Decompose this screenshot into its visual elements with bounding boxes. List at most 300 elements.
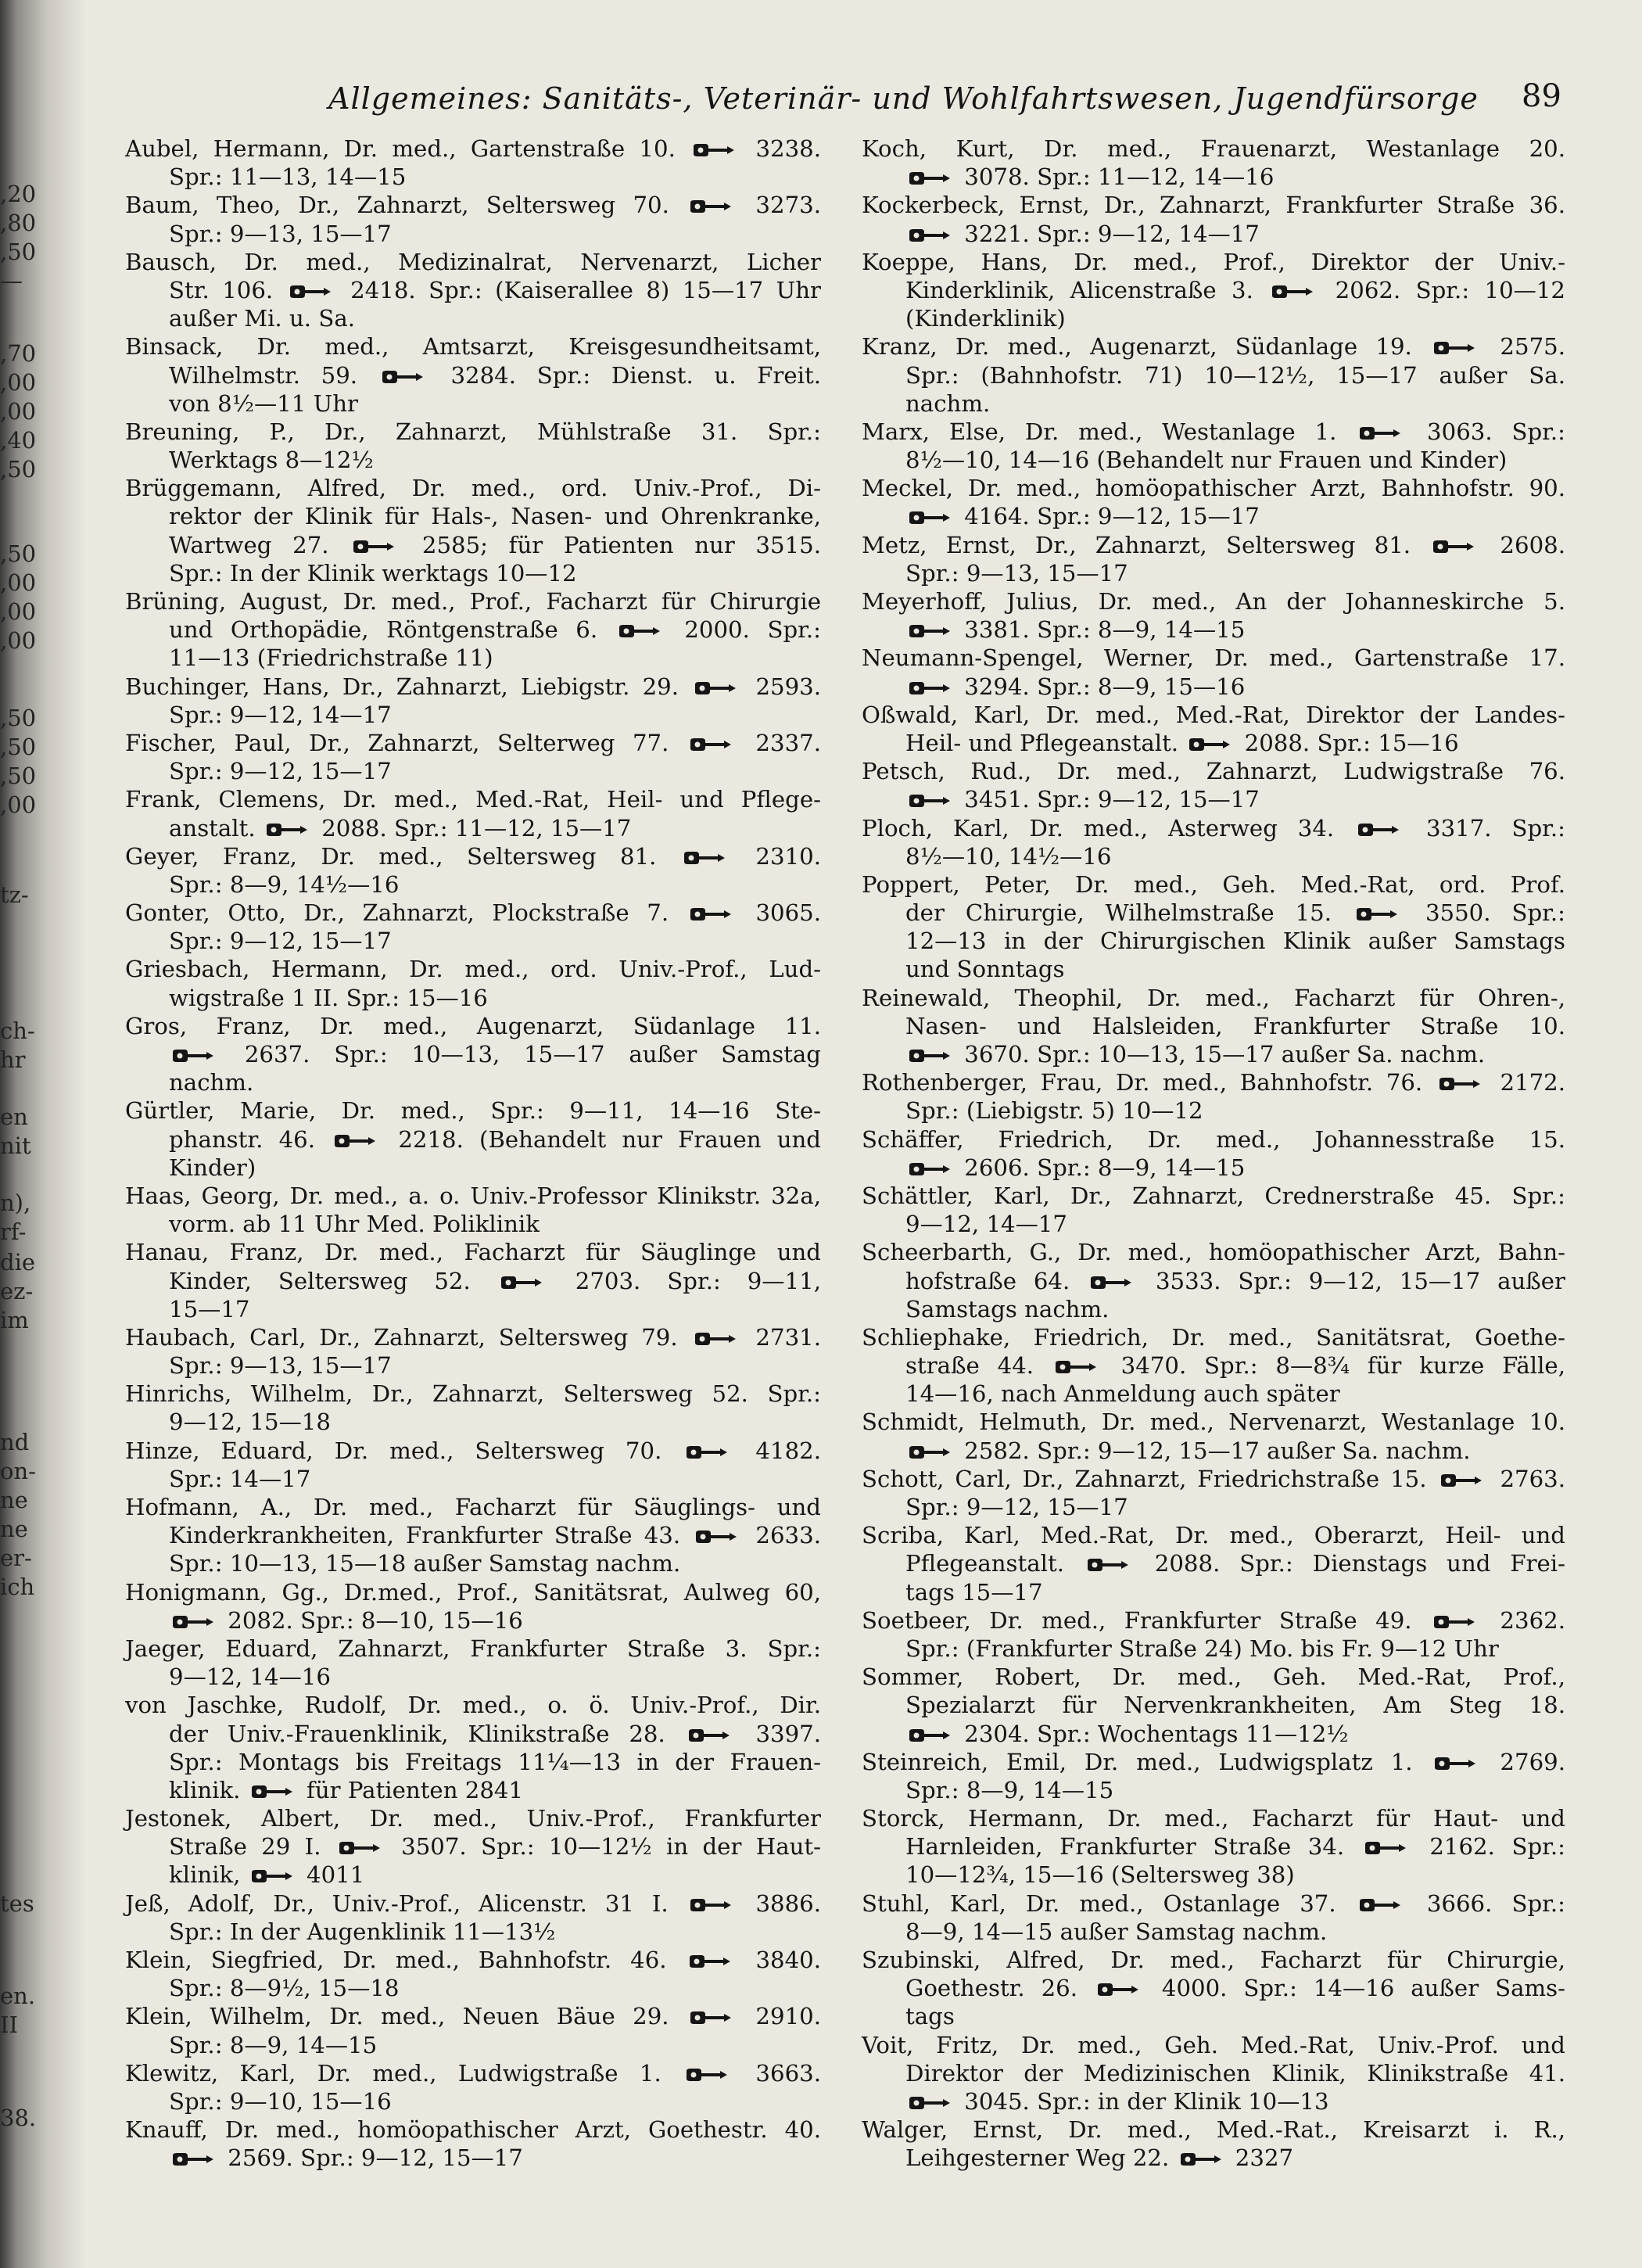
telephone-icon — [1095, 1982, 1141, 1997]
margin-fragment: nit — [0, 1132, 31, 1159]
margin-fragment-group — [0, 2104, 88, 2133]
entry-line: Knauff, Dr. med., homöopathischer Arzt, Goethestr. 40. — [125, 2116, 821, 2144]
entry-line: Spr.: 9—13, 15—17 — [905, 559, 1128, 587]
telephone-icon — [1356, 822, 1401, 838]
entry-line: Gros, Franz, Dr. med., Augenarzt, Südanlage 11. — [125, 1012, 821, 1039]
telephone-icon — [1354, 906, 1400, 922]
margin-fragment-group — [0, 1248, 88, 1335]
entry-line: Fischer, Paul, Dr., Zahnarzt, Selterweg 77. 2337. — [125, 729, 821, 756]
entry-line: Soetbeer, Dr. med., Frankfurter Straße 49. 2362. — [862, 1606, 1565, 1634]
directory-entry — [125, 1889, 821, 1946]
entry-line: Schmidt, Helmuth, Dr. med., Nervenarzt, Westanlage 10. — [862, 1409, 1565, 1436]
directory-entry — [125, 785, 821, 842]
entry-line: Nasen- und Halsleiden, Frankfurter Straße 10. — [905, 1012, 1565, 1039]
entry-line: Spr.: 11—13, 14—15 — [169, 163, 407, 191]
telephone-icon — [907, 623, 952, 639]
entry-line: Haubach, Carl, Dr., Zahnarzt, Seltersweg 79. 2731. — [125, 1323, 821, 1351]
directory-entry — [125, 587, 821, 673]
telephone-icon — [682, 850, 727, 866]
margin-fragment-group — [0, 1103, 88, 1161]
entry-line: Geyer, Franz, Dr. med., Seltersweg 81. 2310. — [125, 842, 821, 870]
directory-entry — [862, 814, 1565, 870]
directory-entry — [125, 418, 821, 474]
entry-line: Meckel, Dr. med., homöopathischer Arzt, Bahnhofstr. 90. — [862, 475, 1565, 502]
margin-fragment: 38. — [0, 2105, 37, 2131]
margin-fragment-group — [0, 881, 88, 910]
directory-entry — [125, 1946, 821, 2002]
left-column-directory — [125, 135, 821, 2173]
telephone-icon — [1439, 1473, 1484, 1488]
directory-entry — [862, 2115, 1565, 2172]
telephone-icon — [288, 284, 333, 300]
entry-line: Poppert, Peter, Dr. med., Geh. Med.-Rat, ord. Prof. — [862, 870, 1565, 898]
entry-line: Spr.: 10—13, 15—18 außer Samstag nachm. — [169, 1550, 681, 1577]
entry-line: Heil- und Pflegeanstalt. 2088. Spr.: 15—16 — [905, 729, 1459, 756]
directory-entry — [862, 531, 1565, 587]
telephone-icon — [170, 1614, 216, 1630]
entry-line: Kinder, Seltersweg 52. 2703. Spr.: 9—11, — [169, 1267, 821, 1294]
directory-entry — [862, 1521, 1565, 1606]
entry-line: 3221. Spr.: 9—12, 14—17 — [862, 220, 1565, 248]
directory-entry — [862, 587, 1565, 644]
entry-line: 9—12, 15—18 — [169, 1409, 331, 1436]
entry-line: 11—13 (Friedrichstraße 11) — [169, 644, 493, 672]
entry-line: Hanau, Franz, Dr. med., Facharzt für Säuglinge und — [125, 1239, 821, 1266]
telephone-icon — [1088, 1275, 1134, 1290]
entry-line: 4164. Spr.: 9—12, 15—17 — [862, 502, 1565, 530]
entry-line: Sommer, Robert, Dr. med., Geh. Med.-Rat, Prof., — [862, 1663, 1565, 1691]
entry-line: Wilhelmstr. 59. 3284. Spr.: Dienst. u. Freit. — [169, 361, 821, 389]
entry-line: Spr.: 9—13, 15—17 — [169, 1352, 392, 1380]
directory-entry — [125, 332, 821, 418]
directory-entry — [862, 332, 1565, 418]
telephone-icon — [693, 680, 738, 696]
entry-line: Griesbach, Hermann, Dr. med., ord. Univ.-Prof., Lud- — [125, 956, 821, 983]
telephone-icon — [1432, 1756, 1478, 1771]
entry-line: Spr.: 9—13, 15—17 — [169, 220, 392, 247]
entry-line: 2637. Spr.: 10—13, 15—17 außer Samstag — [125, 1040, 821, 1068]
entry-line: nachm. — [905, 389, 991, 417]
entry-line: Schäffer, Friedrich, Dr. med., Johannesstraße 15. — [862, 1125, 1565, 1153]
directory-entry — [125, 2002, 821, 2058]
entry-line: Pflegeanstalt. 2088. Spr.: Dienstags und Frei- — [905, 1550, 1566, 1577]
directory-entry — [125, 248, 821, 333]
directory-entry — [862, 1889, 1565, 1946]
entry-line: Werktags 8—12½ — [169, 447, 374, 474]
telephone-icon — [249, 1784, 295, 1800]
entry-line: Steinreich, Emil, Dr. med., Ludwigsplatz 1. 2769. — [862, 1748, 1565, 1775]
directory-entry — [125, 2059, 821, 2115]
entry-line: Marx, Else, Dr. med., Westanlage 1. 3063. Spr.: — [862, 418, 1565, 445]
entry-line: Haas, Georg, Dr. med., a. o. Univ.-Professor Klinikstr. 32a, — [125, 1182, 821, 1209]
entry-line: Harnleiden, Frankfurter Straße 34. 2162. Spr.: — [905, 1833, 1565, 1861]
telephone-icon — [1432, 1614, 1477, 1630]
directory-entry — [862, 1125, 1565, 1182]
telephone-icon — [1432, 340, 1477, 356]
entry-line: Kinder) — [169, 1154, 256, 1181]
entry-line: von 8½—11 Uhr — [169, 389, 358, 417]
directory-entry — [125, 1804, 821, 1889]
entry-line: Scheerbarth, G., Dr. med., homöopathischer Arzt, Bahn- — [862, 1239, 1565, 1266]
entry-line: Jeß, Adolf, Dr., Univ.-Prof., Alicenstr. 31 I. 3886. — [125, 1889, 822, 1917]
entry-line: Kinderkrankheiten, Frankfurter Straße 43. 2633. — [169, 1522, 821, 1549]
entry-line: Reinewald, Theophil, Dr. med., Facharzt für Ohren-, — [862, 984, 1565, 1011]
margin-fragment: rf- — [0, 1218, 27, 1245]
telephone-icon — [907, 1444, 952, 1460]
entry-line: 10—12¾, 15—16 (Seltersweg 38) — [905, 1861, 1295, 1889]
directory-entry — [862, 644, 1565, 700]
directory-entry — [125, 842, 821, 899]
telephone-icon — [170, 1048, 216, 1064]
entry-line: 8½—10, 14½—16 — [905, 842, 1112, 870]
entry-line: Kinderklinik, Alicenstraße 3. 2062. Spr.: 10—12 — [905, 276, 1565, 303]
entry-line: Scriba, Karl, Med.-Rat, Dr. med., Oberarzt, Heil- und — [862, 1522, 1565, 1549]
entry-line: Honigmann, Gg., Dr.med., Prof., Sanitätsrat, Aulweg 60, — [125, 1578, 821, 1606]
entry-line: tags — [905, 2003, 955, 2030]
directory-entry — [862, 1804, 1565, 1889]
telephone-icon — [249, 1868, 295, 1884]
entry-line: Meyerhoff, Julius, Dr. med., An der Johanneskirche 5. — [862, 588, 1565, 615]
entry-line: Samstags nachm. — [905, 1295, 1110, 1322]
directory-entry — [125, 135, 821, 191]
entry-line: vorm. ab 11 Uhr Med. Poliklinik — [169, 1211, 540, 1238]
entry-line: nachm. — [169, 1069, 254, 1096]
telephone-icon — [688, 906, 733, 922]
entry-line: und Sonntags — [905, 956, 1065, 983]
directory-entry — [862, 1748, 1565, 1804]
directory-entry — [125, 1238, 821, 1323]
entry-line: 9—12, 14—16 — [169, 1663, 331, 1691]
right-column-directory — [862, 135, 1565, 2173]
entry-line: Spr.: In der Klinik werktags 10—12 — [169, 559, 577, 587]
margin-fragment-group — [0, 339, 88, 484]
directory-entry — [862, 701, 1565, 757]
directory-entry — [862, 1323, 1565, 1409]
entry-line: Kockerbeck, Ernst, Dr., Zahnarzt, Frankfurter Straße 36. — [862, 192, 1565, 219]
directory-entry — [862, 191, 1565, 247]
directory-entry — [862, 984, 1565, 1069]
directory-entry — [125, 2115, 821, 2172]
page-number: 89 — [1522, 78, 1561, 114]
margin-fragment: en. — [0, 1983, 36, 2009]
entry-line: von Jaschke, Rudolf, Dr. med., o. ö. Univ.-Prof., Dir. — [125, 1692, 821, 1719]
margin-fragment: nd — [0, 1429, 30, 1455]
entry-line: Spr.: (Frankfurter Straße 24) Mo. bis Fr. 9—12 Uhr — [905, 1635, 1499, 1662]
entry-line: straße 44. 3470. Spr.: 8—8¾ für kurze Fälle, — [905, 1352, 1565, 1380]
entry-line: Spr.: 8—9½, 15—18 — [169, 1975, 400, 2002]
entry-line: Schott, Carl, Dr., Zahnarzt, Friedrichstraße 15. 2763. — [862, 1465, 1565, 1492]
entry-line: Spr.: 9—12, 15—17 — [905, 1494, 1128, 1520]
margin-fragment: en — [0, 1103, 28, 1130]
entry-line: Hofmann, A., Dr. med., Facharzt für Säuglings- und — [125, 1494, 821, 1520]
entry-line: und Orthopädie, Röntgenstraße 6. 2000. Spr.: — [169, 616, 821, 644]
directory-entry — [862, 2031, 1565, 2116]
entry-line: klinik, 4011 — [169, 1861, 365, 1889]
entry-line: Klein, Wilhelm, Dr. med., Neuen Bäue 29. 2910. — [125, 2003, 821, 2030]
entry-line: Jaeger, Eduard, Zahnarzt, Frankfurter Straße 3. Spr.: — [125, 1635, 821, 1662]
telephone-icon — [170, 2151, 216, 2167]
margin-fragment: ,50 — [0, 734, 37, 760]
directory-entry — [125, 899, 821, 955]
margin-fragment: ,50 — [0, 763, 37, 789]
entry-line: Kranz, Dr. med., Augenarzt, Südanlage 19. 2575. — [862, 333, 1565, 361]
entry-line: 2582. Spr.: 9—12, 15—17 außer Sa. nachm. — [862, 1437, 1565, 1465]
telephone-icon — [907, 1048, 952, 1064]
telephone-icon — [687, 1728, 732, 1743]
entry-line: Petsch, Rud., Dr. med., Zahnarzt, Ludwigstraße 76. — [862, 758, 1565, 785]
directory-entry — [862, 1068, 1565, 1125]
entry-line: Spr.: 9—10, 15—16 — [169, 2087, 392, 2115]
margin-fragment: ich — [0, 1574, 35, 1600]
margin-fragment: tes — [0, 1890, 34, 1917]
margin-fragment: ,50 — [0, 705, 37, 731]
margin-fragment: ,20 — [0, 181, 37, 207]
directory-entry — [125, 729, 821, 785]
entry-line: (Kinderklinik) — [905, 305, 1066, 332]
telephone-icon — [907, 1728, 952, 1743]
directory-entry — [125, 1380, 821, 1436]
margin-fragment: die — [0, 1249, 36, 1276]
entry-line: Aubel, Hermann, Dr. med., Gartenstraße 10. 3238. — [125, 135, 822, 162]
entry-line: 2082. Spr.: 8—10, 15—16 — [125, 1606, 821, 1635]
telephone-icon — [617, 623, 662, 639]
entry-line: Spr.: In der Augenklinik 11—13½ — [169, 1918, 556, 1945]
margin-fragment: ,70 — [0, 340, 37, 367]
entry-line: Rothenberger, Frau, Dr. med., Bahnhofstr. 76. 2172. — [862, 1069, 1566, 1096]
margin-fragment: tz- — [0, 881, 29, 908]
telephone-icon — [684, 1444, 730, 1460]
margin-fragment: on- — [0, 1458, 36, 1484]
entry-line: Schättler, Karl, Dr., Zahnarzt, Crednerstraße 45. Spr.: — [862, 1182, 1565, 1209]
telephone-icon — [1270, 284, 1315, 300]
entry-line: Hinrichs, Wilhelm, Dr., Zahnarzt, Seltersweg 52. Spr.: — [125, 1380, 821, 1408]
directory-entry — [125, 1635, 821, 1691]
entry-line: außer Mi. u. Sa. — [169, 305, 356, 332]
margin-fragment: ,00 — [0, 791, 37, 818]
margin-fragment: ,00 — [0, 369, 37, 396]
margin-fragment: ch- — [0, 1017, 35, 1044]
directory-entry — [862, 1408, 1565, 1464]
directory-entry — [862, 870, 1565, 984]
telephone-icon — [1357, 1897, 1403, 1913]
directory-entry — [125, 1437, 821, 1493]
telephone-icon — [1178, 2151, 1224, 2167]
entry-line: Szubinski, Alfred, Dr. med., Facharzt für Chirurgie, — [862, 1947, 1565, 1973]
entry-line: 14—16, nach Anmeldung auch später — [905, 1380, 1340, 1408]
directory-entry — [125, 1182, 821, 1238]
margin-fragment: ,00 — [0, 598, 37, 625]
entry-line: 3451. Spr.: 9—12, 15—17 — [862, 785, 1565, 813]
margin-fragment: ,00 — [0, 627, 37, 654]
entry-line: Metz, Ernst, Dr., Zahnarzt, Seltersweg 81. 2608. — [862, 531, 1565, 558]
margin-fragment: — — [0, 267, 23, 294]
entry-line: Hinze, Eduard, Dr. med., Seltersweg 70. 4182. — [125, 1437, 821, 1464]
directory-entry — [125, 1578, 821, 1635]
telephone-icon — [907, 1161, 952, 1177]
entry-line: Koch, Kurt, Dr. med., Frauenarzt, Westanlage 20. — [862, 135, 1565, 162]
margin-fragment: ,50 — [0, 540, 37, 567]
entry-line: wigstraße 1 II. Spr.: 15—16 — [169, 984, 488, 1011]
margin-fragment: n), — [0, 1190, 31, 1216]
margin-fragment: ,00 — [0, 398, 37, 425]
telephone-icon — [337, 1840, 382, 1856]
entry-line: Wartweg 27. 2585; für Patienten nur 3515. — [169, 531, 821, 558]
margin-fragment-group — [0, 1982, 88, 2040]
margin-fragment: hr — [0, 1046, 26, 1073]
entry-line: Baum, Theo, Dr., Zahnarzt, Seltersweg 70. 3273. — [125, 192, 821, 219]
entry-line: anstalt. 2088. Spr.: 11—12, 15—17 — [169, 814, 632, 842]
entry-line: Spr.: 14—17 — [169, 1465, 311, 1492]
entry-line: klinik. für Patienten 2841 — [169, 1776, 524, 1803]
entry-line: Brüning, August, Dr. med., Prof., Facharzt für Chirurgie — [125, 588, 821, 615]
entry-line: hofstraße 64. 3533. Spr.: 9—12, 15—17 außer — [905, 1267, 1566, 1294]
entry-line: Neumann-Spengel, Werner, Dr. med., Gartenstraße 17. — [862, 644, 1565, 672]
directory-entry — [125, 1096, 821, 1182]
entry-line: Direktor der Medizinischen Klinik, Klinikstraße 41. — [905, 2059, 1565, 2087]
entry-line: Spr.: (Liebigstr. 5) 10—12 — [905, 1097, 1203, 1125]
entry-line: Stuhl, Karl, Dr. med., Ostanlage 37. 3666. Spr.: — [862, 1889, 1566, 1917]
telephone-icon — [264, 822, 310, 838]
entry-line: Koeppe, Hans, Dr. med., Prof., Direktor der Univ.- — [862, 248, 1565, 275]
directory-entry — [125, 673, 821, 729]
telephone-icon — [1187, 737, 1232, 752]
margin-fragment: ez- — [0, 1278, 34, 1304]
telephone-icon — [693, 1331, 738, 1347]
entry-line: Storck, Hermann, Dr. med., Facharzt für Haut- und — [862, 1805, 1565, 1832]
margin-fragment: ,40 — [0, 427, 37, 454]
directory-entry — [862, 1465, 1565, 1521]
directory-entry — [862, 418, 1565, 474]
entry-line: der Chirurgie, Wilhelmstraße 15. 3550. Spr.: — [905, 899, 1565, 927]
entry-line: Gürtler, Marie, Dr. med., Spr.: 9—11, 14—16 Ste- — [125, 1097, 821, 1125]
margin-fragment-group — [0, 540, 88, 655]
entry-line: 8½—10, 14—16 (Behandelt nur Frauen und Kinder) — [905, 447, 1508, 474]
telephone-icon — [1085, 1557, 1131, 1573]
entry-line: Spezialarzt für Nervenkrankheiten, Am Steg 18. — [905, 1692, 1565, 1719]
directory-entry — [125, 1323, 821, 1380]
entry-line: Str. 106. 2418. Spr.: (Kaiserallee 8) 15—17 Uhr — [169, 276, 821, 303]
telephone-icon — [688, 199, 733, 214]
entry-line: 3294. Spr.: 8—9, 15—16 — [862, 673, 1565, 701]
entry-line: Spr.: Montags bis Freitags 11¼—13 in der Frauen- — [169, 1748, 821, 1775]
telephone-icon — [499, 1275, 544, 1290]
telephone-icon — [687, 1954, 733, 1969]
entry-line: Spr.: 8—9, 14—15 — [169, 2031, 378, 2058]
entry-line: 2569. Spr.: 9—12, 15—17 — [125, 2144, 821, 2172]
margin-fragment: ,00 — [0, 569, 37, 596]
margin-fragment: im — [0, 1307, 29, 1333]
entry-line: Walger, Ernst, Dr. med., Med.-Rat., Kreisarzt i. R., — [862, 2116, 1565, 2144]
telephone-icon — [688, 1897, 733, 1913]
directory-entry — [862, 1238, 1565, 1323]
entry-line: Gonter, Otto, Dr., Zahnarzt, Plockstraße 7. 3065. — [125, 899, 821, 927]
telephone-icon — [907, 510, 952, 526]
entry-line: Leihgesterner Weg 22. 2327 — [905, 2144, 1294, 2172]
telephone-icon — [907, 680, 952, 696]
margin-fragment: ne — [0, 1487, 28, 1513]
entry-line: Spr.: 8—9, 14½—16 — [169, 870, 400, 898]
entry-line: 9—12, 14—17 — [905, 1211, 1067, 1238]
margin-fragment: ,80 — [0, 210, 37, 236]
entry-line: Spr.: 9—12, 15—17 — [169, 758, 392, 785]
directory-entry — [862, 135, 1565, 191]
telephone-icon — [684, 2067, 730, 2083]
entry-line: Straße 29 I. 3507. Spr.: 10—12½ in der Haut- — [169, 1833, 821, 1861]
margin-fragment-group — [0, 1017, 88, 1075]
margin-fragment: ne — [0, 1516, 28, 1542]
entry-line: Spr.: 8—9, 14—15 — [905, 1776, 1114, 1803]
entry-line: Spr.: 9—12, 14—17 — [169, 701, 392, 728]
margin-fragment-group — [0, 1428, 88, 1602]
entry-line: 12—13 in der Chirurgischen Klinik außer Samstags — [905, 928, 1565, 955]
margin-fragment: II — [0, 2011, 18, 2038]
directory-entry — [862, 1663, 1565, 1748]
entry-line: Breuning, P., Dr., Zahnarzt, Mühlstraße 31. Spr.: — [125, 418, 821, 445]
entry-line: tags 15—17 — [905, 1578, 1043, 1606]
entry-line: Voit, Fritz, Dr. med., Geh. Med.-Rat, Univ.-Prof. und — [862, 2031, 1565, 2058]
directory-entry — [862, 248, 1565, 333]
directory-entry — [125, 1493, 821, 1578]
directory-entry — [125, 1691, 821, 1804]
telephone-icon — [332, 1133, 378, 1149]
directory-entry — [862, 1182, 1565, 1238]
margin-fragment-group — [0, 1189, 88, 1247]
directory-entry — [125, 474, 821, 587]
telephone-icon — [1431, 539, 1476, 554]
margin-fragment-group — [0, 1889, 88, 1918]
entry-line: 8—9, 14—15 außer Samstag nachm. — [905, 1918, 1328, 1945]
entry-line: Spr.: 9—12, 15—17 — [169, 928, 392, 955]
entry-line: Jestonek, Albert, Dr. med., Univ.-Prof., Frankfurter — [125, 1805, 821, 1832]
telephone-icon — [351, 539, 396, 554]
entry-line: 3381. Spr.: 8—9, 14—15 — [862, 615, 1565, 644]
telephone-icon — [1363, 1840, 1408, 1856]
telephone-icon — [907, 793, 952, 809]
entry-line: Frank, Clemens, Dr. med., Med.-Rat, Heil- und Pflege- — [125, 786, 821, 813]
directory-entry — [862, 757, 1565, 813]
entry-line: der Univ.-Frauenklinik, Klinikstraße 28. 3397. — [169, 1720, 821, 1747]
telephone-icon — [691, 142, 737, 158]
entry-line: Buchinger, Hans, Dr., Zahnarzt, Liebigstr. 29. 2593. — [125, 673, 822, 700]
entry-line: Oßwald, Karl, Dr. med., Med.-Rat, Direktor der Landes- — [862, 701, 1565, 728]
directory-entry — [862, 1946, 1565, 2031]
telephone-icon — [1437, 1076, 1482, 1092]
telephone-icon — [688, 737, 733, 752]
entry-line: 3078. Spr.: 11—12, 14—16 — [862, 163, 1565, 191]
margin-fragment: er- — [0, 1545, 32, 1571]
directory-entry — [862, 1606, 1565, 1663]
margin-fragment-group — [0, 180, 88, 296]
entry-line: 2304. Spr.: Wochentags 11—12½ — [862, 1720, 1565, 1748]
entry-line: Binsack, Dr. med., Amtsarzt, Kreisgesundheitsamt, — [125, 333, 821, 361]
margin-fragment: ,50 — [0, 239, 37, 265]
page-title: Allgemeines: Sanitäts-, Veterinär- und Wohlfahrtswesen, Jugendfürsorge — [328, 81, 1479, 116]
telephone-icon — [1357, 425, 1403, 441]
entry-line: Schliephake, Friedrich, Dr. med., Sanitätsrat, Goethe- — [862, 1323, 1565, 1351]
entry-line: 3670. Spr.: 10—13, 15—17 außer Sa. nachm. — [862, 1040, 1565, 1068]
entry-line: 2606. Spr.: 8—9, 14—15 — [862, 1154, 1565, 1182]
entry-line: 3045. Spr.: in der Klinik 10—13 — [862, 2087, 1565, 2115]
telephone-icon — [907, 2095, 952, 2111]
margin-fragment: ,50 — [0, 456, 37, 483]
entry-line: Ploch, Karl, Dr. med., Asterweg 34. 3317. Spr.: — [862, 814, 1565, 842]
entry-line: rektor der Klinik für Hals-, Nasen- und Ohrenkranke, — [169, 503, 821, 530]
entry-line: Klewitz, Karl, Dr. med., Ludwigstraße 1. 3663. — [125, 2059, 821, 2087]
telephone-icon — [907, 228, 952, 243]
directory-entry — [862, 474, 1565, 530]
entry-line: Goethestr. 26. 4000. Spr.: 14—16 außer Sams- — [905, 1975, 1565, 2002]
entry-line: Brüggemann, Alfred, Dr. med., ord. Univ.-Prof., Di- — [125, 475, 821, 502]
